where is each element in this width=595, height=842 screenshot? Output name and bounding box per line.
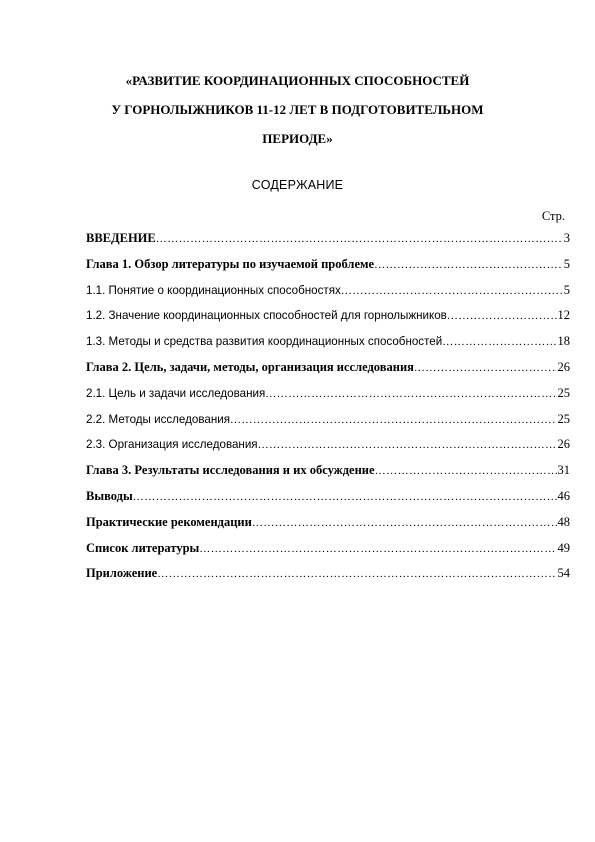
title-line-1: «РАЗВИТИЕ КООРДИНАЦИОННЫХ СПОСОБНОСТЕЙ <box>125 73 470 88</box>
toc-entry-label: Практические рекомендации <box>86 514 252 529</box>
toc-dot-leader <box>230 414 557 426</box>
toc-entry-page: 46 <box>557 488 570 503</box>
table-of-contents <box>86 231 570 592</box>
toc-entry-label: ВВЕДЕНИЕ <box>86 231 156 245</box>
toc-entry <box>86 231 570 257</box>
toc-dot-leader <box>374 259 563 271</box>
toc-entry-page: 3 <box>563 231 570 245</box>
toc-entry-page: 5 <box>563 256 570 271</box>
toc-entry-label: 2.3. Организация исследования <box>86 438 258 452</box>
toc-dot-leader <box>156 233 563 245</box>
toc-entry <box>86 412 570 438</box>
toc-dot-leader <box>341 285 563 297</box>
toc-dot-leader <box>133 491 557 503</box>
toc-entry <box>86 308 570 334</box>
toc-dot-leader <box>375 465 557 477</box>
title-line-3: ПЕРИОДЕ» <box>262 131 333 146</box>
toc-entry-label: 1.2. Значение координационных способностей для горнолыжников <box>86 309 447 323</box>
toc-entry <box>86 334 570 360</box>
toc-entry-page: 18 <box>557 334 570 349</box>
toc-entry-page: 54 <box>557 566 570 581</box>
toc-entry <box>86 386 570 412</box>
toc-dot-leader <box>447 310 557 322</box>
toc-entry-label: Выводы <box>86 488 133 503</box>
toc-entry-label: Глава 3. Результаты исследования и их обсуждение <box>86 463 375 478</box>
toc-dot-leader <box>258 439 557 451</box>
toc-entry <box>86 566 570 592</box>
toc-entry <box>86 437 570 463</box>
toc-entry-label: 2.1. Цель и задачи исследования <box>86 386 266 400</box>
toc-dot-leader <box>442 336 556 348</box>
toc-entry-label: 1.3. Методы и средства развития координационных способностей <box>86 335 443 349</box>
toc-entry-page: 31 <box>557 463 570 478</box>
toc-entry <box>86 541 570 567</box>
toc-entry-page: 26 <box>557 359 570 374</box>
contents-heading: СОДЕРЖАНИЕ <box>251 178 344 192</box>
toc-entry-page: 12 <box>557 308 570 323</box>
toc-entry-page: 25 <box>557 411 570 426</box>
toc-dot-leader <box>414 362 557 374</box>
title-line-2: У ГОРНОЛЫЖНИКОВ 11-12 ЛЕТ В ПОДГОТОВИТЕЛЬНОМ <box>111 102 484 117</box>
toc-entry-page: 26 <box>557 437 570 452</box>
toc-entry-label: Глава 1. Обзор литературы по изучаемой проблеме <box>86 256 375 271</box>
toc-entry-page: 48 <box>557 514 570 529</box>
toc-entry-label: Список литературы <box>86 540 200 555</box>
toc-entry-label: 1.1. Понятие о координационных способностях <box>86 283 341 297</box>
toc-entry <box>86 463 570 489</box>
document-title <box>60 66 535 153</box>
toc-entry-page: 5 <box>563 282 570 297</box>
toc-dot-leader <box>199 543 556 555</box>
toc-entry <box>86 360 570 386</box>
page-column-label: Стр. <box>541 209 565 223</box>
toc-entry-page: 25 <box>557 385 570 400</box>
toc-entry-label: Глава 2. Цель, задачи, методы, организация исследования <box>86 359 414 374</box>
toc-dot-leader <box>157 568 556 580</box>
toc-dot-leader <box>265 388 556 400</box>
toc-entry-label: 2.2. Методы исследования <box>86 412 230 426</box>
toc-entry <box>86 283 570 309</box>
toc-entry-page: 49 <box>557 540 570 555</box>
toc-entry <box>86 515 570 541</box>
toc-dot-leader <box>252 517 557 529</box>
toc-entry-label: Приложение <box>86 566 158 581</box>
toc-entry <box>86 489 570 515</box>
toc-entry <box>86 257 570 283</box>
